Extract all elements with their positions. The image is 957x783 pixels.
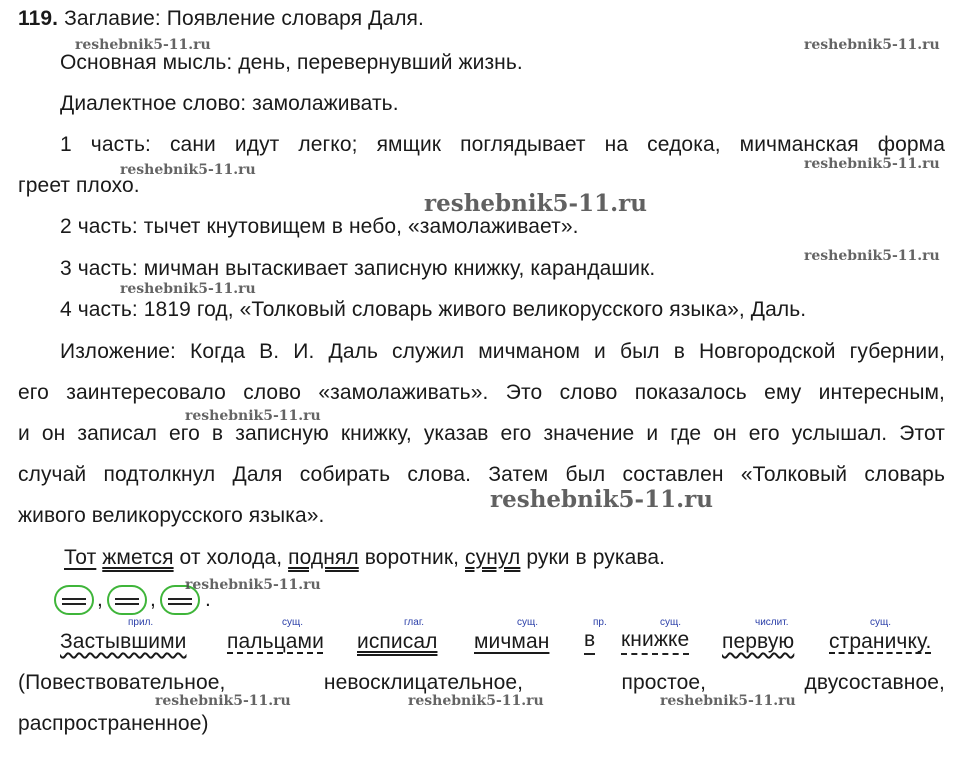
dialect-word: Диалектное слово: замолаживать. [60,92,399,115]
char-4: двусоставное, [804,671,945,694]
part1-line2: греет плохо. [18,174,140,197]
watermark: reshebnik5-11.ru [424,190,647,217]
title-line [18,6,424,32]
task-number: 119. [18,7,59,30]
retelling-line-1: Изложение: Когда В. И. Даль служил мичманом и был в Новгородской губернии, [60,340,945,363]
word-circumstance-knizhke: книжке [621,629,689,655]
pos-label-4: сущ. [517,617,539,628]
word-preposition-v: в [584,629,595,655]
sentence1-fragment-2: воротник, [358,546,465,569]
watermark: reshebnik5-11.ru [804,248,940,264]
pos-label-3: глаг. [404,617,425,628]
char-2: невосклицательное, [323,671,524,694]
pos-label-6: сущ. [660,617,682,628]
main-idea: Основная мысль: день, перевернувший жизнь. [60,51,523,74]
word-subject-michman: мичман [474,630,550,653]
word-definition-pervuyu: первую [722,630,795,653]
parsed-sentence-1 [64,545,665,571]
char-3: простое, [621,671,707,694]
watermark: reshebnik5-11.ru [185,577,321,593]
char-5-line: распространенное) [18,712,209,735]
watermark: reshebnik5-11.ru [804,156,940,172]
watermark: reshebnik5-11.ru [408,693,544,709]
subject-word: Тот [64,546,97,569]
scheme-period: . [205,588,211,611]
watermark: reshebnik5-11.ru [490,486,713,513]
scheme-comma-1: , [97,588,103,611]
retelling-line-3: и он записал его в записную книжку, указав его значение и где он его услышал. Этот [18,422,945,445]
watermark: reshebnik5-11.ru [120,281,256,297]
sentence1-fragment-3: руки в рукава. [520,546,666,569]
retelling-line-4: случай подтолкнул Даля собирать слова. Затем был составлен «Толковый словарь [18,463,945,486]
title-text: Заглавие: Появление словаря Даля. [64,7,424,30]
pos-label-5: пр. [593,617,607,628]
scheme-comma-2: , [150,588,156,611]
pos-label-1: прил. [128,617,154,628]
char-1: (Повествовательное, [18,671,226,694]
part4: 4 часть: 1819 год, «Толковый словарь живого великорусского языка», Даль. [60,298,807,321]
scheme-predicate-1 [54,585,94,615]
sentence1-fragment-1: от холода, [173,546,289,569]
watermark: reshebnik5-11.ru [185,408,321,424]
word-object-paltsami: пальцами [227,630,324,653]
predicate-word-1: жмется [102,546,174,569]
retelling-line-2: его заинтересовало слово «замолаживать». Это слово показалось ему интересным, [18,381,945,404]
watermark: reshebnik5-11.ru [120,162,256,178]
retelling-line-5: живого великорусского языка». [18,504,325,527]
watermark: reshebnik5-11.ru [155,693,291,709]
part3: 3 часть: мичман вытаскивает записную книжку, карандашик. [60,257,656,280]
part1-line1: 1 часть: сани идут легко; ямщик поглядывает на седока, мичманская форма [60,133,945,156]
scheme-predicate-2 [107,585,147,615]
part2: 2 часть: тычет кнутовищем в небо, «замолаживает». [60,215,579,238]
watermark: reshebnik5-11.ru [75,37,211,53]
word-definition-zastyvshimi: Застывшими [60,630,187,653]
word-predicate-ispisal: исписал [357,630,438,653]
watermark: reshebnik5-11.ru [804,37,940,53]
pos-label-2: сущ. [282,617,304,628]
predicate-word-3: сунул [465,546,521,569]
word-object-stranichku: страничку. [829,630,932,653]
pos-label-7: числит. [755,617,789,628]
pos-label-8: сущ. [870,617,892,628]
watermark: reshebnik5-11.ru [660,693,796,709]
predicate-word-2: поднял [288,546,359,569]
